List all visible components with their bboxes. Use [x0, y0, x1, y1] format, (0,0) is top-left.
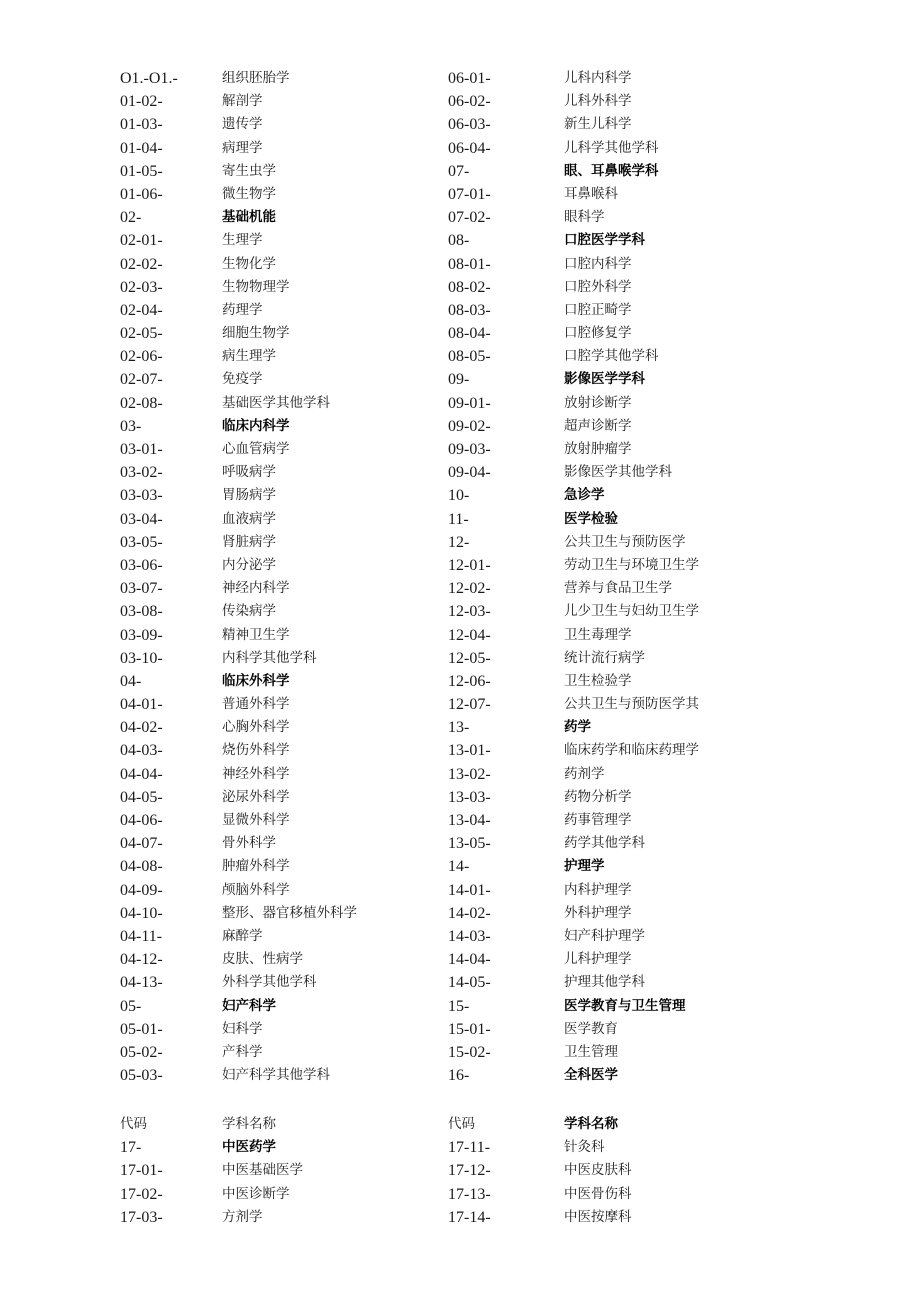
- table-row: [120, 600, 450, 623]
- table-row: [448, 647, 888, 670]
- subject-name: 生理学: [222, 232, 263, 249]
- subject-code: 01-06-: [120, 185, 163, 203]
- section2-right: [448, 1113, 888, 1229]
- table-row: [120, 855, 450, 878]
- table-row: [448, 971, 888, 994]
- subject-code: 07-01-: [448, 185, 491, 203]
- table-row: [448, 368, 888, 391]
- subject-code: 08-01-: [448, 255, 491, 273]
- subject-code: 02-06-: [120, 348, 163, 366]
- subject-code: 04-08-: [120, 858, 163, 876]
- subject-name: 超声诊断学: [564, 417, 632, 434]
- subject-code: 17-02-: [120, 1185, 163, 1203]
- subject-code: 09-02-: [448, 417, 491, 435]
- table-row: [448, 299, 888, 322]
- table-row: [120, 693, 450, 716]
- subject-name: 妇产科护理学: [564, 927, 645, 944]
- subject-code: 03-10-: [120, 649, 163, 667]
- subject-name: 中医按摩科: [564, 1208, 632, 1225]
- table-row: [448, 67, 888, 90]
- table-row: [120, 322, 450, 345]
- table-row: [120, 902, 450, 925]
- subject-name: 急诊学: [564, 487, 605, 504]
- subject-name: 内科学其他学科: [222, 649, 317, 666]
- table-row: [120, 577, 450, 600]
- table-header: [120, 1113, 450, 1136]
- subject-code: 03-07-: [120, 580, 163, 598]
- table-row: [448, 925, 888, 948]
- subject-name: 中医诊断学: [222, 1185, 290, 1202]
- table-row: [448, 160, 888, 183]
- subject-code: 10-: [448, 487, 470, 505]
- subject-code: 03-08-: [120, 603, 163, 621]
- subject-code: 12-01-: [448, 556, 491, 574]
- subject-name: 麻醉学: [222, 927, 263, 944]
- subject-name: 皮肤、性病学: [222, 951, 303, 968]
- subject-code: 05-: [120, 997, 142, 1015]
- subject-name: 组织胚胎学: [222, 70, 290, 86]
- subject-name: 中医骨伤科: [564, 1185, 632, 1202]
- table-row: [120, 624, 450, 647]
- table-row: [120, 809, 450, 832]
- subject-code: 11-: [448, 510, 469, 528]
- table-row: [448, 1018, 888, 1041]
- subject-code: 15-01-: [448, 1020, 491, 1038]
- table-row: [120, 739, 450, 762]
- table-row: [448, 1064, 888, 1087]
- subject-code: 12-05-: [448, 649, 491, 667]
- table-row: [448, 113, 888, 136]
- subject-name: 医学教育与卫生管理: [564, 997, 686, 1014]
- subject-name: 临床内科学: [222, 417, 290, 434]
- left-subject-column: [120, 67, 450, 1087]
- right-subject-column: [448, 67, 888, 1087]
- subject-code: 04-: [120, 672, 142, 690]
- subject-name: 医学检验: [564, 510, 618, 527]
- subject-name: 显微外科学: [222, 812, 290, 828]
- table-row: [120, 716, 450, 739]
- subject-code: 03-02-: [120, 464, 163, 482]
- subject-code: 04-01-: [120, 696, 163, 714]
- subject-code: 12-04-: [448, 626, 491, 644]
- subject-code: 02-01-: [120, 232, 163, 250]
- subject-name: 妇产科学其他学科: [222, 1067, 330, 1084]
- subject-code: 15-02-: [448, 1043, 491, 1061]
- table-row: [448, 995, 888, 1018]
- subject-code: 06-01-: [448, 70, 491, 87]
- table-row: [448, 786, 888, 809]
- subject-name: 生物物理学: [222, 278, 290, 295]
- subject-code: 02-07-: [120, 371, 163, 389]
- subject-name: 普通外科学: [222, 696, 290, 713]
- subject-name: 放射诊断学: [564, 394, 632, 411]
- subject-code: 09-01-: [448, 394, 491, 412]
- table-row: [448, 206, 888, 229]
- subject-code: 03-01-: [120, 441, 163, 458]
- table-row: [448, 415, 888, 438]
- subject-name: 儿科学其他学科: [564, 139, 659, 156]
- subject-name: 护理学: [564, 858, 605, 875]
- table-row: [120, 1041, 450, 1064]
- table-row: [120, 531, 450, 554]
- table-row: [448, 693, 888, 716]
- subject-name: 公共卫生与预防医学: [564, 533, 686, 550]
- subject-code: 14-04-: [448, 951, 491, 969]
- subject-code: 03-03-: [120, 487, 163, 505]
- subject-name: 公共卫生与预防医学其: [564, 696, 699, 713]
- subject-name: 呼吸病学: [222, 464, 276, 481]
- subject-code: 06-03-: [448, 116, 491, 134]
- table-row: [448, 554, 888, 577]
- subject-name: 内科护理学: [564, 881, 632, 898]
- table-row: [448, 531, 888, 554]
- subject-code: O1.-O1.-: [120, 70, 178, 87]
- subject-code: 13-02-: [448, 765, 491, 783]
- subject-name: 免疫学: [222, 371, 263, 388]
- table-row: [448, 577, 888, 600]
- subject-code: 04-03-: [120, 742, 163, 760]
- table-row: [120, 206, 450, 229]
- subject-name: 颅脑外科学: [222, 881, 290, 898]
- subject-code: 01-02-: [120, 93, 163, 111]
- table-row: [448, 1159, 888, 1182]
- subject-name: 心胸外科学: [222, 719, 290, 736]
- table-row: [120, 1018, 450, 1041]
- subject-code: 02-: [120, 209, 142, 227]
- subject-name: 药学其他学科: [564, 835, 645, 852]
- subject-name: 细胞生物学: [222, 325, 290, 342]
- subject-code: 12-: [448, 533, 470, 551]
- subject-code: 02-02-: [120, 255, 163, 273]
- table-row: [120, 368, 450, 391]
- table-row: [448, 438, 888, 461]
- table-row: [120, 1206, 450, 1229]
- subject-name: 口腔医学学科: [564, 232, 645, 249]
- table-row: [448, 1183, 888, 1206]
- subject-code: 01-03-: [120, 116, 163, 134]
- name-header: 学科名称: [564, 1116, 618, 1132]
- subject-code: 17-11-: [448, 1139, 491, 1157]
- subject-name: 中医皮肤科: [564, 1162, 632, 1179]
- subject-name: 儿科护理学: [564, 951, 632, 968]
- subject-name: 产科学: [222, 1043, 263, 1060]
- table-row: [448, 253, 888, 276]
- subject-name: 微生物学: [222, 185, 276, 202]
- table-row: [120, 971, 450, 994]
- table-row: [120, 113, 450, 136]
- subject-code: 06-04-: [448, 139, 491, 157]
- table-row: [120, 508, 450, 531]
- table-row: [448, 739, 888, 762]
- table-row: [120, 832, 450, 855]
- subject-code: 13-04-: [448, 812, 491, 829]
- subject-name: 药理学: [222, 301, 263, 318]
- table-row: [448, 855, 888, 878]
- subject-name: 统计流行病学: [564, 649, 645, 666]
- table-row: [120, 786, 450, 809]
- subject-code: 08-: [448, 232, 470, 250]
- subject-code: 14-: [448, 858, 470, 876]
- subject-code: 08-04-: [448, 325, 491, 343]
- subject-name: 口腔外科学: [564, 278, 632, 295]
- subject-code: 08-03-: [448, 301, 491, 319]
- subject-name: 烧伤外科学: [222, 742, 290, 759]
- subject-code: 03-09-: [120, 626, 163, 644]
- subject-name: 胃肠病学: [222, 487, 276, 504]
- subject-code: 13-05-: [448, 835, 491, 853]
- table-row: [448, 322, 888, 345]
- table-row: [120, 1064, 450, 1087]
- table-row: [120, 345, 450, 368]
- table-row: [448, 879, 888, 902]
- code-header: 代码: [120, 1116, 147, 1132]
- subject-name: 放射肿瘤学: [564, 441, 632, 457]
- subject-code: 04-02-: [120, 719, 163, 737]
- subject-name: 影像医学学科: [564, 371, 645, 388]
- subject-code: 17-: [120, 1139, 142, 1157]
- subject-code: 03-: [120, 417, 142, 435]
- table-header: [448, 1113, 888, 1136]
- subject-code: 04-11-: [120, 927, 163, 945]
- table-row: [448, 90, 888, 113]
- subject-code: 05-02-: [120, 1043, 163, 1061]
- subject-name: 耳鼻喉科: [564, 185, 618, 202]
- subject-code: 02-03-: [120, 278, 163, 296]
- subject-name: 临床药学和临床药理学: [564, 742, 699, 759]
- subject-name: 口腔学其他学科: [564, 348, 659, 365]
- subject-code: 04-04-: [120, 765, 163, 783]
- subject-name: 口腔正畸学: [564, 301, 632, 318]
- subject-name: 方剂学: [222, 1208, 263, 1225]
- subject-name: 劳动卫生与环境卫生学: [564, 556, 699, 573]
- subject-name: 妇产科学: [222, 997, 276, 1014]
- table-row: [120, 948, 450, 971]
- subject-name: 泌尿外科学: [222, 788, 290, 805]
- subject-code: 05-01-: [120, 1020, 163, 1038]
- table-row: [448, 1041, 888, 1064]
- table-row: [120, 392, 450, 415]
- subject-code: 12-06-: [448, 672, 491, 690]
- subject-code: 02-05-: [120, 325, 163, 343]
- subject-code: 01-05-: [120, 162, 163, 180]
- table-row: [448, 948, 888, 971]
- subject-name: 全科医学: [564, 1067, 618, 1084]
- subject-name: 解剖学: [222, 93, 263, 110]
- subject-name: 内分泌学: [222, 556, 276, 573]
- table-row: [120, 995, 450, 1018]
- subject-name: 药学: [564, 719, 591, 736]
- subject-name: 新生儿科学: [564, 116, 632, 133]
- subject-code: 04-12-: [120, 951, 163, 969]
- subject-name: 精神卫生学: [222, 626, 290, 643]
- table-row: [120, 484, 450, 507]
- table-row: [120, 90, 450, 113]
- table-row: [120, 160, 450, 183]
- table-row: [448, 1206, 888, 1229]
- subject-code: 17-14-: [448, 1208, 491, 1226]
- subject-code: 17-01-: [120, 1162, 163, 1180]
- subject-code: 04-13-: [120, 974, 163, 992]
- name-header: 学科名称: [222, 1116, 276, 1132]
- subject-name: 影像医学其他学科: [564, 464, 672, 481]
- subject-name: 儿科内科学: [564, 70, 632, 86]
- subject-code: 01-04-: [120, 139, 163, 157]
- subject-code: 03-04-: [120, 510, 163, 528]
- table-row: [120, 1183, 450, 1206]
- table-row: [120, 299, 450, 322]
- subject-name: 妇科学: [222, 1020, 263, 1037]
- subject-code: 04-07-: [120, 835, 163, 853]
- table-row: [448, 229, 888, 252]
- subject-name: 医学教育: [564, 1020, 618, 1037]
- subject-name: 生物化学: [222, 255, 276, 272]
- subject-name: 临床外科学: [222, 672, 290, 689]
- subject-code: 17-12-: [448, 1162, 491, 1180]
- subject-name: 基础机能: [222, 209, 276, 226]
- section2-left: [120, 1113, 450, 1229]
- subject-name: 眼、耳鼻喉学科: [564, 162, 659, 179]
- subject-code: 04-06-: [120, 812, 163, 829]
- table-row: [448, 461, 888, 484]
- table-row: [448, 670, 888, 693]
- table-row: [448, 1136, 888, 1159]
- subject-name: 营养与食品卫生学: [564, 580, 672, 597]
- subject-code: 08-02-: [448, 278, 491, 296]
- table-row: [448, 763, 888, 786]
- subject-name: 卫生管理: [564, 1043, 618, 1060]
- subject-code: 07-02-: [448, 209, 491, 227]
- subject-name: 肿瘤外科学: [222, 858, 290, 875]
- subject-code: 09-03-: [448, 441, 491, 458]
- subject-code: 04-10-: [120, 904, 163, 922]
- table-row: [120, 1159, 450, 1182]
- subject-code: 13-01-: [448, 742, 491, 760]
- table-row: [120, 670, 450, 693]
- subject-name: 血液病学: [222, 510, 276, 527]
- table-row: [120, 925, 450, 948]
- subject-name: 寄生虫学: [222, 162, 276, 179]
- subject-code: 12-02-: [448, 580, 491, 598]
- subject-code: 13-: [448, 719, 470, 737]
- subject-code: 17-13-: [448, 1185, 491, 1203]
- subject-code: 04-09-: [120, 881, 163, 899]
- subject-name: 儿科外科学: [564, 93, 632, 110]
- subject-code: 02-08-: [120, 394, 163, 412]
- subject-name: 遗传学: [222, 116, 263, 133]
- subject-name: 骨外科学: [222, 835, 276, 852]
- subject-code: 02-04-: [120, 301, 163, 319]
- subject-name: 药事管理学: [564, 812, 632, 828]
- subject-name: 中医基础医学: [222, 1162, 303, 1179]
- table-row: [120, 763, 450, 786]
- subject-code: 15-: [448, 997, 470, 1015]
- table-row: [120, 67, 450, 90]
- subject-name: 眼科学: [564, 209, 605, 226]
- table-row: [120, 1136, 450, 1159]
- subject-name: 针灸科: [564, 1139, 605, 1156]
- subject-name: 儿少卫生与妇幼卫生学: [564, 603, 699, 620]
- subject-code: 14-02-: [448, 904, 491, 922]
- subject-code: 05-03-: [120, 1067, 163, 1085]
- subject-name: 病生理学: [222, 348, 276, 365]
- subject-name: 病理学: [222, 139, 263, 156]
- table-row: [120, 554, 450, 577]
- table-row: [448, 484, 888, 507]
- table-row: [120, 461, 450, 484]
- subject-code: 07-: [448, 162, 470, 180]
- table-row: [120, 276, 450, 299]
- table-row: [448, 902, 888, 925]
- subject-name: 整形、器官移植外科学: [222, 904, 357, 921]
- subject-name: 神经内科学: [222, 580, 290, 597]
- subject-code: 12-03-: [448, 603, 491, 621]
- table-row: [448, 716, 888, 739]
- subject-name: 口腔修复学: [564, 325, 632, 342]
- subject-name: 药物分析学: [564, 788, 632, 805]
- subject-code: 06-02-: [448, 93, 491, 111]
- table-row: [448, 624, 888, 647]
- subject-code: 09-04-: [448, 464, 491, 482]
- subject-code: 14-01-: [448, 881, 491, 899]
- subject-code: 14-03-: [448, 927, 491, 945]
- table-row: [120, 647, 450, 670]
- subject-name: 外科学其他学科: [222, 974, 317, 991]
- table-row: [448, 508, 888, 531]
- subject-code: 12-07-: [448, 696, 491, 714]
- subject-name: 口腔内科学: [564, 255, 632, 272]
- table-row: [120, 183, 450, 206]
- table-row: [448, 809, 888, 832]
- table-row: [448, 276, 888, 299]
- table-row: [448, 600, 888, 623]
- subject-code: 14-05-: [448, 974, 491, 992]
- subject-name: 心血管病学: [222, 441, 290, 457]
- table-row: [120, 415, 450, 438]
- table-row: [120, 137, 450, 160]
- subject-code: 08-05-: [448, 348, 491, 366]
- subject-code: 04-05-: [120, 788, 163, 806]
- table-row: [448, 183, 888, 206]
- subject-name: 卫生检验学: [564, 672, 632, 689]
- subject-code: 09-: [448, 371, 470, 389]
- subject-name: 中医药学: [222, 1139, 276, 1156]
- subject-name: 外科护理学: [564, 904, 632, 921]
- subject-code: 16-: [448, 1067, 470, 1085]
- table-row: [448, 832, 888, 855]
- subject-code: 03-06-: [120, 556, 163, 574]
- table-row: [448, 345, 888, 368]
- table-row: [120, 879, 450, 902]
- subject-code: 13-03-: [448, 788, 491, 806]
- subject-name: 护理其他学科: [564, 974, 645, 991]
- subject-code: 03-05-: [120, 533, 163, 551]
- table-row: [120, 229, 450, 252]
- subject-name: 卫生毒理学: [564, 626, 632, 643]
- subject-name: 肾脏病学: [222, 533, 276, 550]
- subject-name: 传染病学: [222, 603, 276, 620]
- subject-name: 神经外科学: [222, 765, 290, 782]
- code-header: 代码: [448, 1116, 475, 1132]
- subject-code: 17-03-: [120, 1208, 163, 1226]
- table-row: [448, 392, 888, 415]
- subject-name: 基础医学其他学科: [222, 394, 330, 411]
- subject-name: 药剂学: [564, 765, 605, 782]
- table-row: [120, 438, 450, 461]
- table-row: [448, 137, 888, 160]
- table-row: [120, 253, 450, 276]
